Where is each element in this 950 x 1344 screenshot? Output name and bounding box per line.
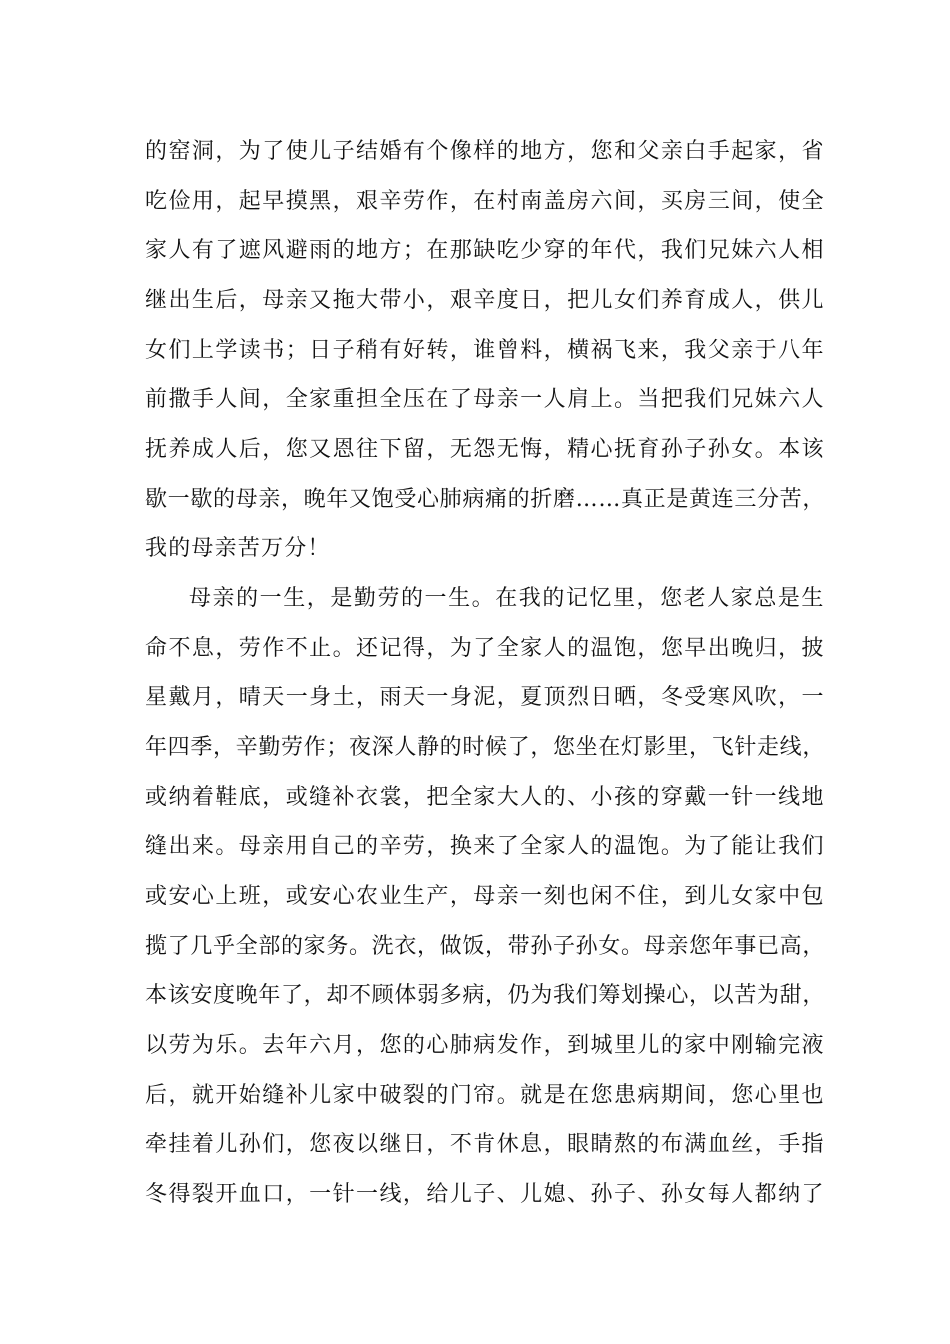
text-line: 抚养成人后，您又恩往下留，无怨无悔，精心抚育孙子孙女。本该 bbox=[145, 437, 825, 462]
text-line: 前撒手人间，全家重担全压在了母亲一人肩上。当把我们兄妹六人 bbox=[145, 387, 825, 412]
text-line: 缝出来。母亲用自己的辛劳，换来了全家人的温饱。为了能让我们 bbox=[145, 834, 825, 859]
text-line: 后，就开始缝补儿家中破裂的门帘。就是在您患病期间，您心里也 bbox=[145, 1083, 825, 1108]
text-line: 或安心上班，或安心农业生产，母亲一刻也闲不住，到儿女家中包 bbox=[145, 884, 825, 909]
text-line: 星戴月，晴天一身土，雨天一身泥，夏顶烈日晒，冬受寒风吹，一 bbox=[145, 685, 825, 710]
text-line: 冬得裂开血口，一针一线，给儿子、儿媳、孙子、孙女每人都纳了 bbox=[145, 1182, 825, 1207]
text-line: 吃俭用，起早摸黑，艰辛劳作，在村南盖房六间，买房三间，使全 bbox=[145, 189, 825, 214]
text-line: 我的母亲苦万分！ bbox=[145, 536, 331, 561]
text-line: 本该安度晚年了，却不顾体弱多病，仍为我们筹划操心，以苦为甜， bbox=[145, 983, 825, 1008]
text-line: 年四季，辛勤劳作；夜深人静的时候了，您坐在灯影里，飞针走线， bbox=[145, 735, 825, 760]
text-line: 女们上学读书；日子稍有好转，谁曾料，横祸飞来，我父亲于八年 bbox=[145, 338, 825, 363]
text-line: 揽了几乎全部的家务。洗衣，做饭，带孙子孙女。母亲您年事已高， bbox=[145, 934, 825, 959]
text-line: 的窑洞，为了使儿子结婚有个像样的地方，您和父亲白手起家，省 bbox=[145, 139, 825, 164]
text-line: 命不息，劳作不止。还记得，为了全家人的温饱，您早出晚归，披 bbox=[145, 636, 825, 661]
text-line: 歇一歇的母亲，晚年又饱受心肺病痛的折磨……真正是黄连三分苦， bbox=[145, 487, 825, 512]
paragraph-first-line: 母亲的一生，是勤劳的一生。在我的记忆里，您老人家总是生 bbox=[189, 586, 825, 611]
text-line: 牵挂着儿孙们，您夜以继日，不肯休息，眼睛熬的布满血丝，手指 bbox=[145, 1132, 825, 1157]
text-line: 以劳为乐。去年六月，您的心肺病发作，到城里儿的家中刚输完液 bbox=[145, 1033, 825, 1058]
text-line: 继出生后，母亲又拖大带小，艰辛度日，把儿女们养育成人，供儿 bbox=[145, 288, 825, 313]
text-line: 或纳着鞋底，或缝补衣裳，把全家大人的、小孩的穿戴一针一线地 bbox=[145, 785, 825, 810]
text-line: 家人有了遮风避雨的地方；在那缺吃少穿的年代，我们兄妹六人相 bbox=[145, 238, 825, 263]
